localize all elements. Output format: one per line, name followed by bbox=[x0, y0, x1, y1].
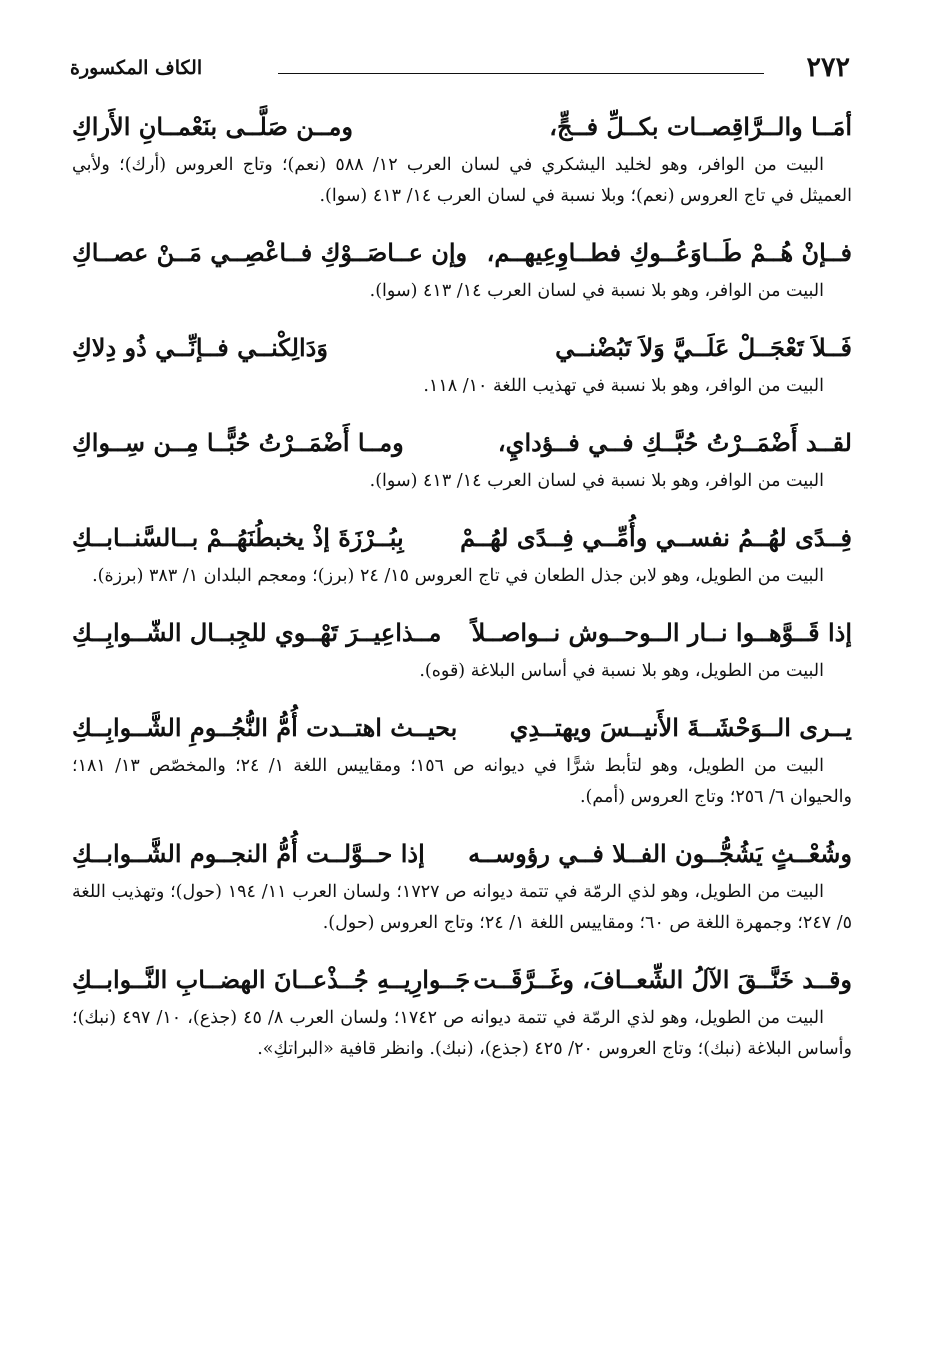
verse-note: البيت من الطويل، وهو لابن جذل الطعان في تاج العروس ١٥/ ٢٤ (برز)؛ ومعجم البلدان ١/ ٣٨٣ (برزة). bbox=[92, 566, 824, 586]
verse-second-hemistich: جَــوارِيــهِ جُــذْعــانَ الهضــابِ النَّــوابــكِ bbox=[72, 965, 471, 994]
verse-first-hemistich: إذا قَــوَّهــوا نــار الــوحــوش نــواصــلاً bbox=[471, 618, 852, 647]
verse-line bbox=[72, 420, 852, 466]
entry bbox=[72, 230, 852, 307]
verse-line bbox=[72, 230, 852, 276]
entry bbox=[72, 610, 852, 687]
page-header bbox=[70, 48, 850, 88]
verse-first-hemistich: فــإنْ هُــمْ طَــاوَعُــوكِ فطــاوِعِيهــم، bbox=[486, 238, 852, 267]
verse-note: البيت من الطويل، وهو بلا نسبة في أساس البلاغة (قوه). bbox=[419, 661, 824, 681]
verse-first-hemistich: لقــد أَضْمَــرْتُ حُبَّــكِ فــي فــؤدايِ، bbox=[497, 428, 852, 457]
verse-second-hemistich: بِبُــرْزَةَ إذْ يخبطُنَهُــمْ بــالسَّنــابــكِ bbox=[72, 523, 404, 552]
verse-first-hemistich: وشُعْــثٍ يَشُجُّــون الفــلا فــي رؤوســه bbox=[468, 839, 852, 868]
verse-second-hemistich: وإن عــاصَــوْكِ فــاعْصِــي مَــنْ عصــاكِ bbox=[72, 238, 468, 267]
verse-note: البيت من الطويل، وهو لذي الرمّة في تتمة ديوانه ص ١٧٤٢؛ ولسان العرب ٨/ ٤٥ (جذع)، ١٠/ ٤٩٧ (نبك)؛ وأساس البلاغة (نبك)؛ وتاج العروس ٢٠/ ٤٢٥ (جذع)، (نبك). وانظر قافية «البراتكِ». bbox=[72, 1008, 852, 1059]
entry bbox=[72, 831, 852, 939]
entry bbox=[72, 325, 852, 402]
verse-first-hemistich: يــرى الــوَحْشَــةَ الأَنيــسَ ويهتــدِي bbox=[509, 713, 852, 742]
verse-line bbox=[72, 325, 852, 371]
section-title: الكاف المكسورة bbox=[70, 57, 203, 79]
entry bbox=[72, 420, 852, 497]
entry bbox=[72, 515, 852, 592]
entries-list bbox=[72, 104, 852, 1083]
verse-line bbox=[72, 104, 852, 150]
verse-first-hemistich: فَــلاَ تَعْجَــلْ عَلَــيَّ وَلاَ تَبُضْنــي bbox=[555, 333, 852, 362]
verse-second-hemistich: وَدَالِكْنــي فــإنِّــي ذُو دِلاكِ bbox=[72, 333, 328, 362]
verse-first-hemistich: أمَــا والــرَّاقِصــات بكــلِّ فــجٍّ، bbox=[549, 112, 852, 141]
entry bbox=[72, 957, 852, 1065]
verse-second-hemistich: بحيــث اهتــدت أُمُّ النُّجُــومِ الشَّــوابِــكِ bbox=[72, 713, 458, 742]
header-rule bbox=[278, 73, 764, 74]
verse-line bbox=[72, 831, 852, 877]
verse-first-hemistich: وقــد خَنَّــقَ الآلُ الشِّعــافَ، وغَــرَّقَــت bbox=[473, 965, 852, 994]
verse-note: البيت من الطويل، وهو لذي الرمّة في تتمة ديوانه ص ١٧٢٧؛ ولسان العرب ١١/ ١٩٤ (حول)؛ وتهذيب اللغة ٥/ ٢٤٧؛ وجمهرة اللغة ص ٦٠؛ ومقاييس اللغة ١/ ٢٤؛ وتاج العروس (حول). bbox=[72, 882, 852, 933]
verse-note: البيت من الوافر، وهو لخليد اليشكري في لسان العرب ١٢/ ٥٨٨ (نعم)؛ وتاج العروس (أرك)؛ ولأبي العميثل في تاج العروس (نعم)؛ وبلا نسبة في لسان العرب ١٤/ ٤١٣ (سوا). bbox=[72, 155, 852, 206]
page-number: ٢٧٢ bbox=[806, 52, 850, 83]
verse-note: البيت من الوافر، وهو بلا نسبة في تهذيب اللغة ١٠/ ١١٨. bbox=[423, 376, 824, 396]
entry bbox=[72, 104, 852, 212]
verse-note: البيت من الوافر، وهو بلا نسبة في لسان العرب ١٤/ ٤١٣ (سوا). bbox=[369, 471, 824, 491]
verse-note: البيت من الطويل، وهو لتأبط شرًّا في ديوانه ص ١٥٦؛ ومقاييس اللغة ١/ ٢٤؛ والمخصّص ١٣/ ١٨١؛ والحيوان ٦/ ٢٥٦؛ وتاج العروس (أمم). bbox=[72, 756, 852, 807]
entry bbox=[72, 705, 852, 813]
verse-line bbox=[72, 705, 852, 751]
verse-line bbox=[72, 610, 852, 656]
verse-second-hemistich: إذا حــوَّلــت أُمُّ النجــوم الشَّــوابــكِ bbox=[72, 839, 425, 868]
verse-second-hemistich: ومــن صَلَّــى بنَعْمــانِ الأَراكِ bbox=[72, 112, 354, 141]
verse-line bbox=[72, 957, 852, 1003]
verse-first-hemistich: فِــدًى لهُــمُ نفســي وأُمِّــي فِــدًى لهُــمْ bbox=[460, 523, 852, 552]
verse-line bbox=[72, 515, 852, 561]
verse-second-hemistich: ومــا أَضْمَــرْتُ حُبًّــا مِــن سِــواكِ bbox=[72, 428, 404, 457]
verse-second-hemistich: مــذاعِيــرَ تَهْــوي للجِبــال الشّــوابِــكِ bbox=[72, 618, 442, 647]
verse-note: البيت من الوافر، وهو بلا نسبة في لسان العرب ١٤/ ٤١٣ (سوا). bbox=[369, 281, 824, 301]
